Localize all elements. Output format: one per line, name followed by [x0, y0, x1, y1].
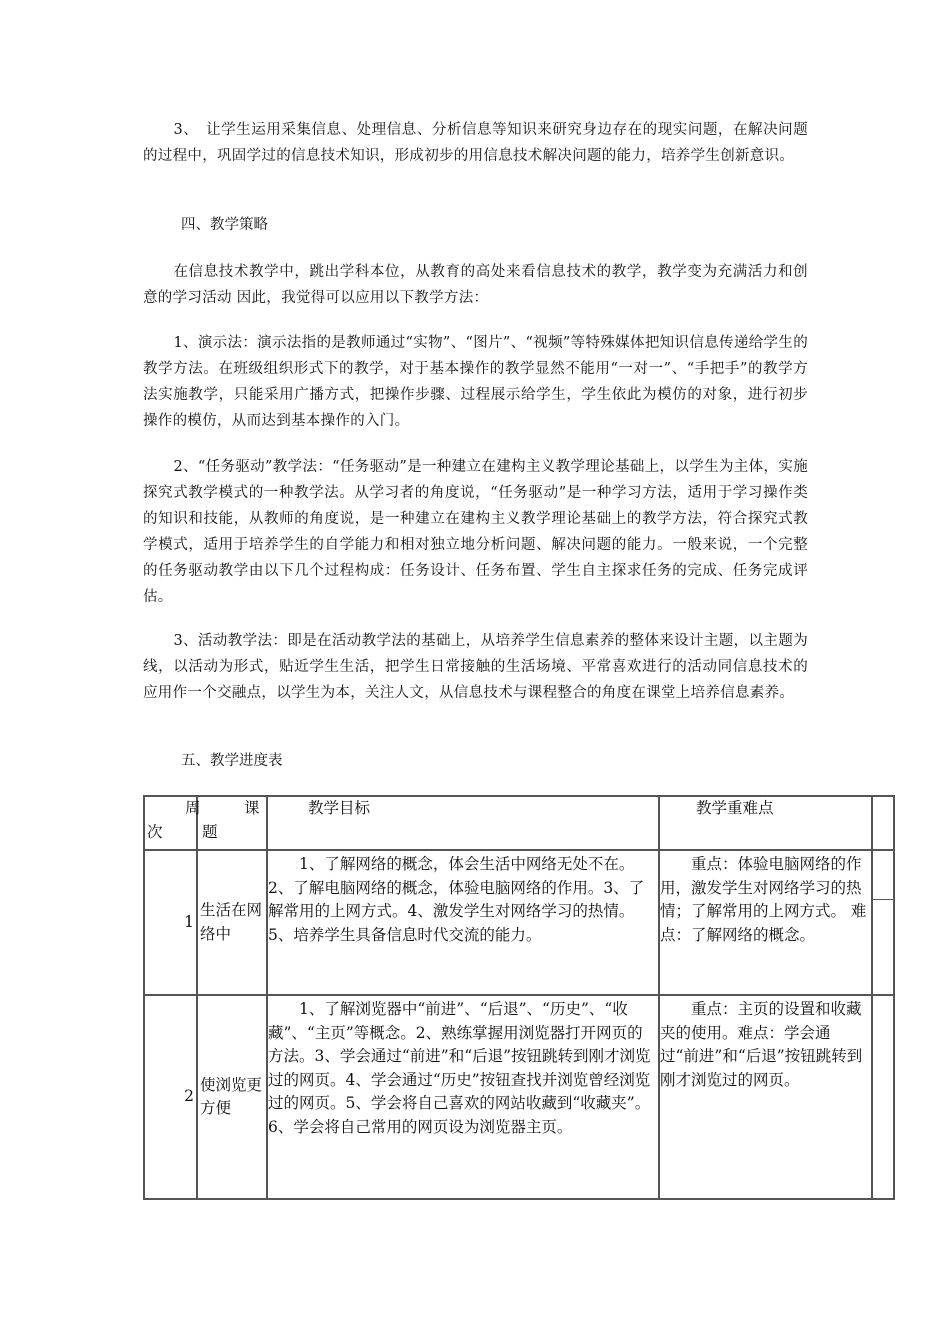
- row-week: 1: [144, 850, 197, 995]
- section-5-heading: 五、教学进度表: [181, 753, 283, 769]
- section-4-heading: 四、教学策略: [181, 217, 268, 233]
- header-topic: [197, 796, 267, 850]
- strategy-intro-paragraph: 在信息技术教学中，跳出学科本位，从教育的高处来看信息技术的教学，教学变为充满活力和创意的学习活动 因此，我觉得可以应用以下教学方法：: [143, 264, 808, 306]
- schedule-table: [143, 795, 895, 1200]
- header-topic-bottom: 题: [202, 823, 218, 841]
- row-keypoints: 重点：主页的设置和收藏夹的使用。难点：学会通过“前进”和“后退”按钮跳转到刚才浏览过的网页。: [659, 995, 872, 1199]
- table-header-row: [144, 796, 894, 850]
- table-row: [144, 850, 894, 995]
- row-topic: 生活在网络中: [197, 850, 267, 995]
- row-week: 2: [144, 995, 197, 1199]
- demonstration-method-paragraph: 1、演示法：演示法指的是教师通过“实物”、“图片”、“视频”等特殊媒体把知识信息传递给学生的教学方法。在班级组织形式下的教学，对于基本操作的教学显然不能用“一对一”、“手把手”的教学方法实施教学，只能采用广播方式，把操作步骤、过程展示给学生，学生依此为模仿的对象，进行初步操作的模仿，从而达到基本操作的入门。: [143, 335, 808, 429]
- row-keypoints: 重点：体验电脑网络的作用，激发学生对网络学习的热情；了解常用的上网方式。 难点：了解网络的概念。: [659, 850, 872, 995]
- row-extra-cell: [872, 995, 894, 1199]
- activity-method-paragraph: 3、活动教学法：即是在活动教学法的基础上，从培养学生信息素养的整体来设计主题，以主题为线，以活动为形式，贴近学生生活，把学生日常接触的生活场境、平常喜欢进行的活动同信息技术的应用作一个交融点，以学生为本，关注人文，从信息技术与课程整合的角度在课堂上培养信息素养。: [143, 633, 808, 701]
- row-goal: 1、了解网络的概念，体会生活中网络无处不在。2、了解电脑网络的概念，体验电脑网络的作用。3、了解常用的上网方式。4、激发学生对网络学习的热情。 5、培养学生具备信息时代交流的能力。: [267, 850, 659, 995]
- cell-divider: [873, 899, 893, 900]
- task-driven-method-paragraph: 2、“任务驱动”教学法：“任务驱动”是一种建立在建构主义教学理论基础上，以学生为主体，实施探究式教学模式的一种教学法。从学习者的角度说，“任务驱动”是一种学习方法，适用于学习操作类的知识和技能，从教师的角度说，是一种建立在建构主义教学理论基础上的教学方法，符合探究式教学模式，适用于培养学生的自学能力和相对独立地分析问题、解决问题的能力。一般来说，一个完整的任务驱动教学由以下几个过程构成：任务设计、任务布置、学生自主探求任务的完成、任务完成评估。: [143, 459, 808, 605]
- row-extra-cell: [872, 850, 894, 995]
- header-week-bottom: 次: [147, 823, 163, 841]
- header-goal: 教学目标: [267, 796, 659, 850]
- header-topic-top: 课: [244, 799, 260, 817]
- header-extra-cell: [872, 796, 894, 850]
- header-week-top: 周: [185, 799, 201, 817]
- header-week: [144, 796, 201, 850]
- row-topic: 使浏览更方便: [197, 995, 267, 1199]
- row-goal: 1、了解浏览器中“前进”、“后退”、“历史”、“收藏”、“主页”等概念。2、熟练掌握用浏览器打开网页的方法。3、学会通过“前进”和“后退”按钮跳转到刚才浏览过的网页。4、学会通过“历史”按钮查找并浏览曾经浏览过的网页。5、学会将自己喜欢的网站收藏到“收藏夹”。6、学会将自己常用的网页设为浏览器主页。: [267, 995, 659, 1199]
- table-row: [144, 995, 894, 1199]
- objective-3-paragraph: 3、 让学生运用采集信息、处理信息、分析信息等知识来研究身边存在的现实问题，在解决问题的过程中，巩固学过的信息技术知识，形成初步的用信息技术解决问题的能力，培养学生创新意识。: [143, 122, 808, 164]
- header-keypoints: 教学重难点: [659, 796, 872, 850]
